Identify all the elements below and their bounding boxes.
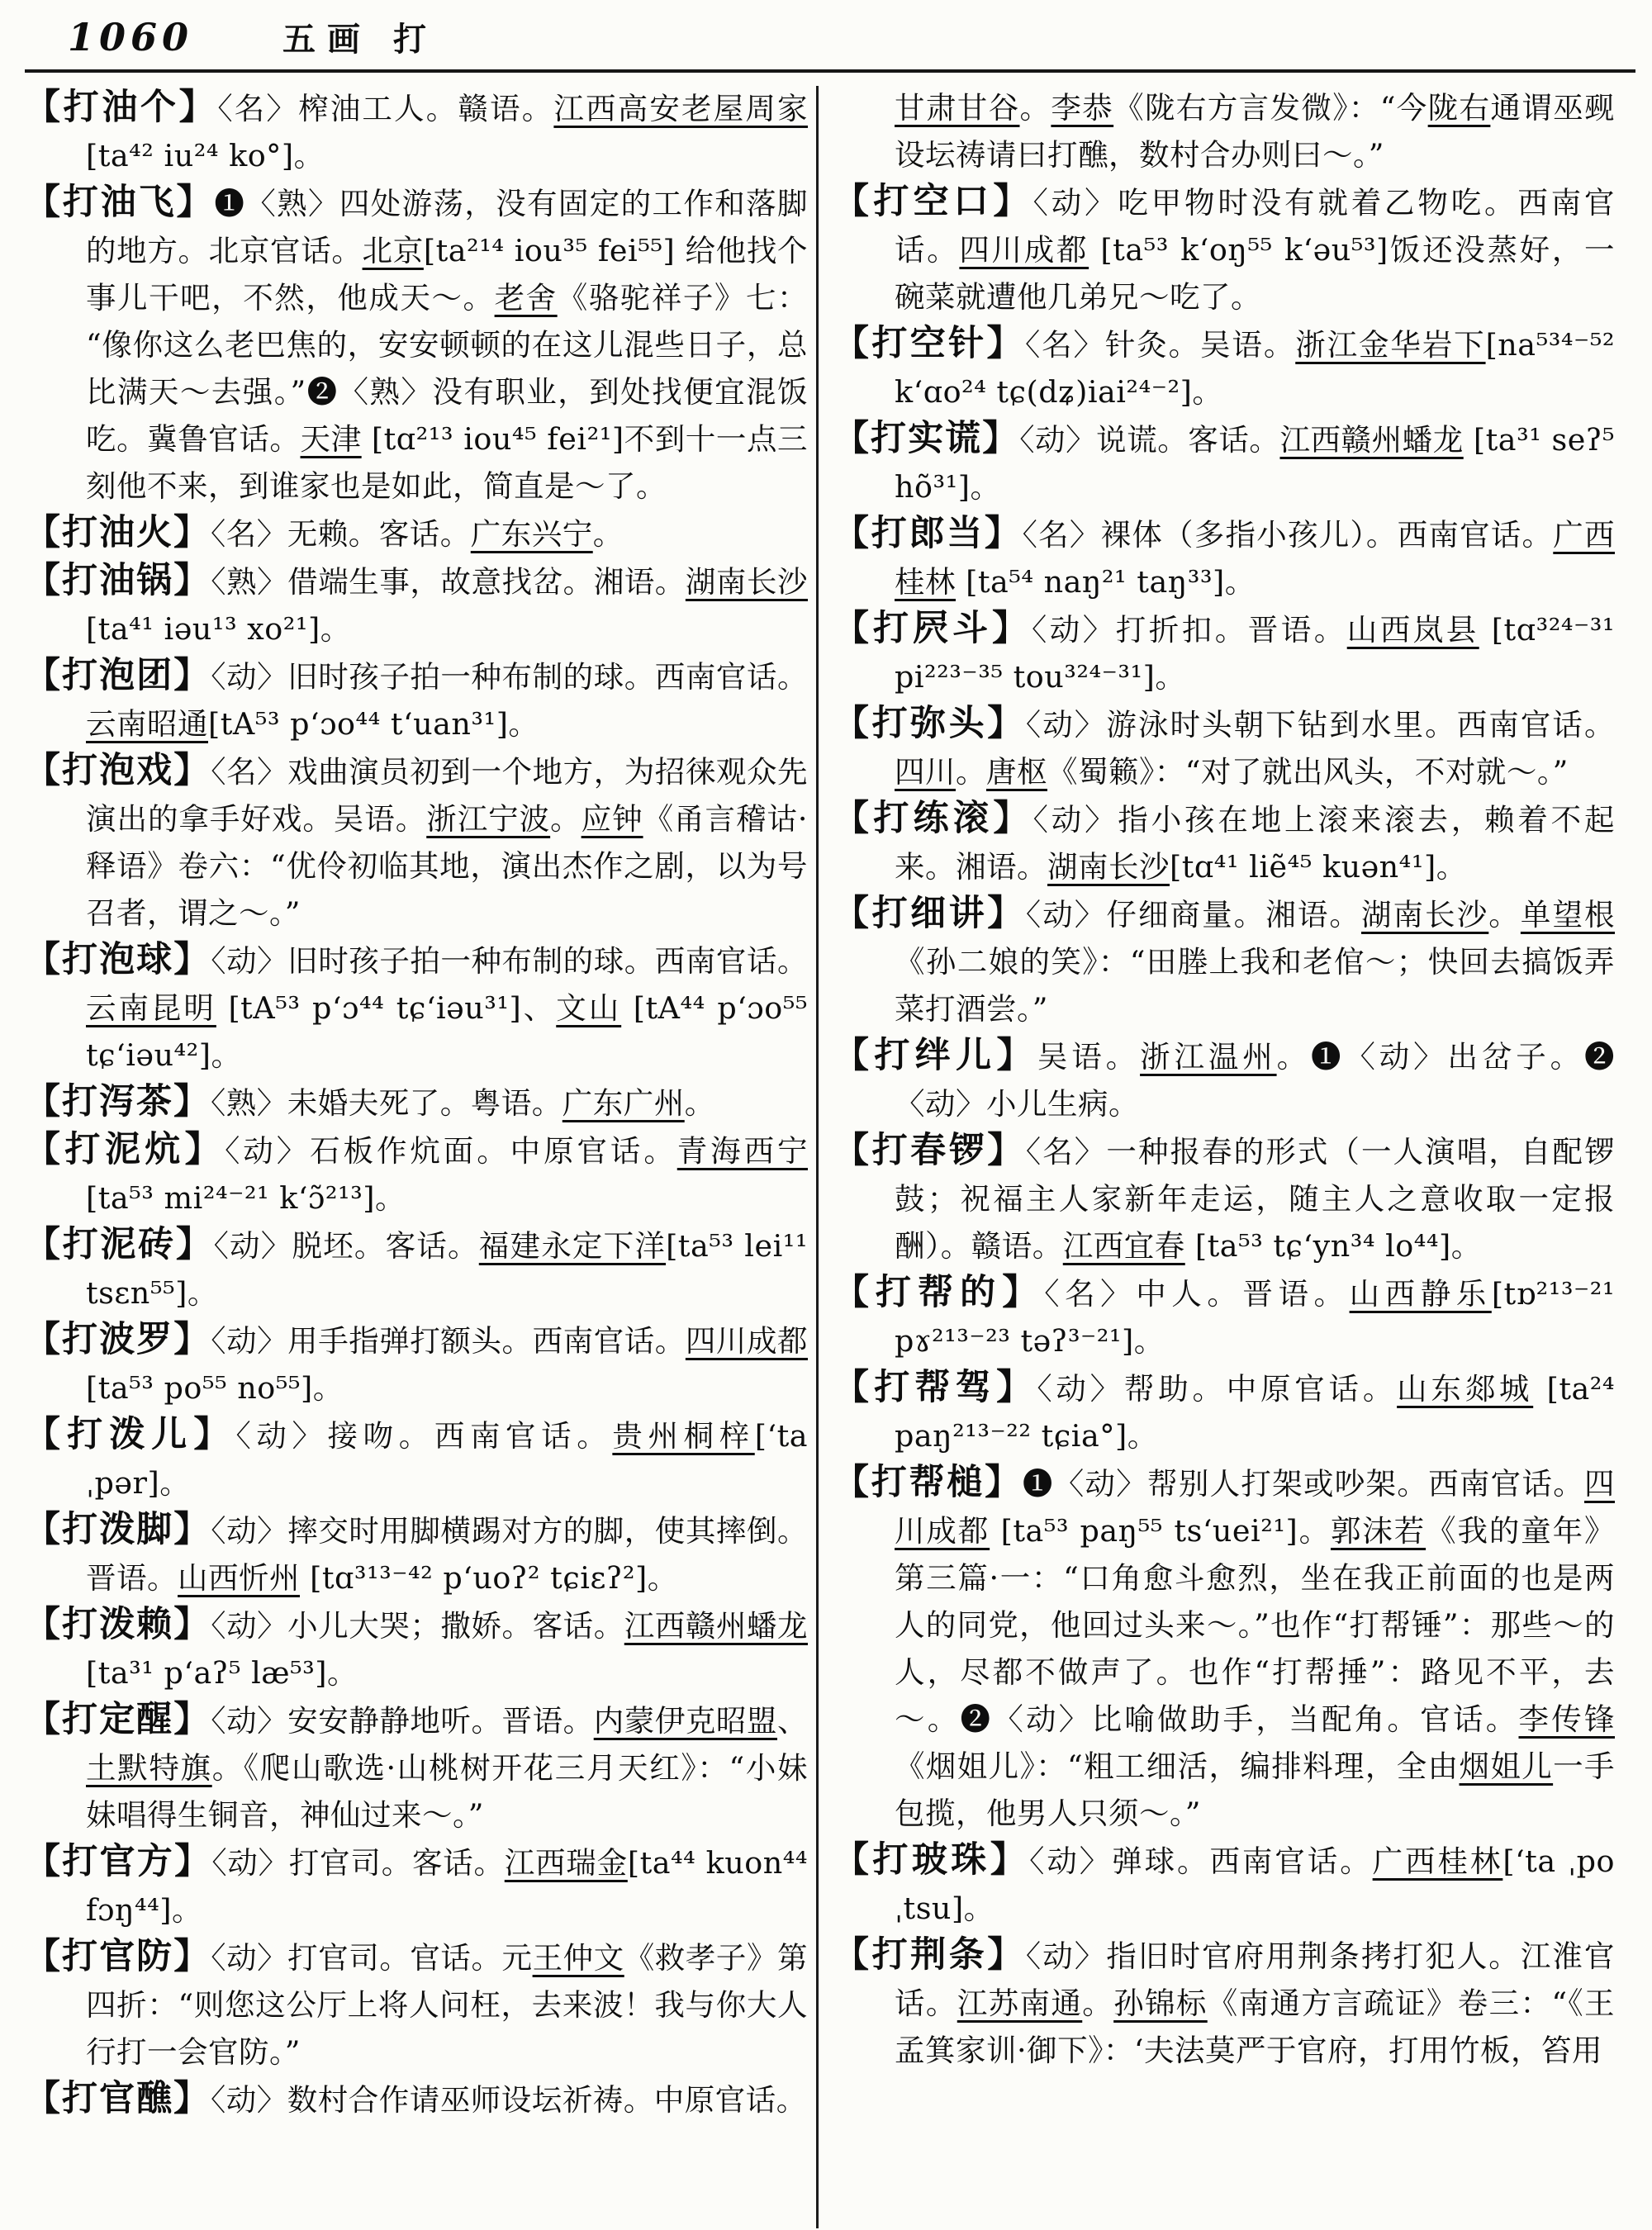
proper-noun-underline: 江西赣州蟠龙 [624,1608,809,1644]
entry-body: 〈动〉吃甲物时没有就着乙物吃。西南官话。四川成都 [ta⁵³ k‘oŋ⁵⁵ k‘əu⁵³]饭还没蒸好，一碗菜就遭他几弟兄～吃了。 [895,185,1616,315]
entry-headword: 【打练滚】 [833,798,1033,839]
proper-noun-underline: 湖南长沙 [685,564,809,600]
entry-headword: 【打油锅】 [25,560,211,601]
entry-body: 〈动〉说谎。客话。江西赣州蟠龙 [ta³¹ seʔ⁵ hõ³¹]。 [895,422,1616,505]
entry-body: 〈动〉游泳时头朝下钻到水里。西南官话。四川。唐枢《蜀籁》：“对了就出风头，不对就～。” [895,707,1616,790]
proper-noun-underline: 土默特旗 [86,1750,212,1786]
proper-noun-underline: 浙江金华岩下 [1295,327,1486,363]
proper-noun-underline: 广西桂林 [1372,1843,1503,1879]
entry-body: 〈动〉指旧时官府用荆条拷打犯人。江淮官话。江苏南通。孙锦标《南通方言疏证》卷三：“《王孟箕家训·御下》：‘夫法莫严于官府，打用竹板，笞用 [895,1938,1616,2068]
dict-entry [833,605,1615,700]
dict-entry [833,415,1615,510]
proper-noun-underline: 甘肃甘谷 [895,90,1020,126]
entry-headword: 【打泡戏】 [25,750,211,791]
proper-noun-underline: 孙锦标 [1113,1986,1208,2021]
entry-headword: 【打帮槌】 [833,1462,1023,1503]
entry-body: 〈名〉中人。晋语。山西静乐[tɒ²¹³⁻²¹ pɤ²¹³⁻²³ təʔ³⁻²¹]。 [895,1276,1616,1359]
page-header [25,13,1635,64]
entry-body: 〈动〉打折扣。晋语。山西岚县 [tɑ³²⁴⁻³¹ pi²²³⁻³⁵ tou³²⁴⁻³¹]。 [895,612,1616,695]
dict-entry [833,700,1615,795]
content-columns [25,84,1635,2228]
dict-entry [833,1932,1615,2074]
dict-entry [25,1412,808,1506]
entry-body: 〈动〉用手指弹打额头。西南官话。四川成都[ta⁵³ po⁵⁵ no⁵⁵]。 [86,1323,809,1406]
entry-body: 〈动〉帮助。中原官话。山东郯城 [ta²⁴ paŋ²¹³⁻²² tɕia°]。 [895,1371,1616,1454]
entry-body: 〈名〉榨油工人。赣语。江西高安老屋周家[ta⁴² iu²⁴ ko°]。 [86,91,809,173]
entry-headword: 【打细讲】 [833,893,1026,934]
proper-noun-underline: 云南昆明 [86,990,216,1026]
left-column [25,84,808,2228]
proper-noun-underline: 四川成都 [895,1466,1616,1549]
dict-entry [25,747,808,937]
proper-noun-underline: 郭沫若 [1330,1513,1427,1549]
dict-entry [25,1839,808,1933]
section-label: 五画 [282,20,373,59]
page-number: 1060 [68,15,194,59]
entry-headword: 【打油飞】 [25,182,215,223]
dict-entry [25,1079,808,1127]
proper-noun-underline: 山西岚县 [1346,612,1479,648]
entry-headword: 【打帮驾】 [833,1367,1037,1408]
proper-noun-underline: 山西静乐 [1349,1276,1492,1312]
entry-headword: 【打官醮】 [25,2078,211,2119]
entry-body: 〈名〉戏曲演员初到一个地方，为招徕观众先演出的拿手好戏。吴语。浙江宁波。应钟《甬言稽诂·释语》卷六：“优伶初临其地，演出杰作之剧，以为号召者，谓之～。” [86,754,809,931]
entry-headword: 【打泼脚】 [25,1509,211,1550]
entry-headword: 【打泻茶】 [25,1081,211,1122]
dict-entry [833,1269,1615,1364]
entry-body: 〈动〉旧时孩子拍一种布制的球。西南官话。云南昆明 [tA⁵³ p‘ɔ⁴⁴ tɕ‘iəu³¹]、文山 [tA⁴⁴ p‘ɔo⁵⁵ tɕ‘iəu⁴²]。 [86,943,809,1073]
entry-body: 〈动〉石板作炕面。中原官话。青海西宁 [ta⁵³ mi²⁴⁻²¹ k‘ɔ̃²¹³]。 [86,1133,809,1216]
entry-headword: 【打泼赖】 [25,1604,211,1645]
entry-body: 〈熟〉借端生事，故意找岔。湘语。湖南长沙[ta⁴¹ iəu¹³ xo²¹]。 [86,564,809,647]
entry-body: 〈名〉针灸。吴语。浙江金华岩下[na⁵³⁴⁻⁵² k‘ɑo²⁴ tɕ(dʑ)iai²⁴⁻²]。 [895,327,1615,410]
entry-headword: 【打玻珠】 [833,1839,1030,1881]
entry-headword: 【打泡球】 [25,939,211,980]
entry-headword: 【打官方】 [25,1841,212,1882]
entry-body: 〈动〉脱坯。客话。福建永定下洋[ta⁵³ lei¹¹ tsɛn⁵⁵]。 [86,1228,809,1311]
entry-body: 〈动〉指小孩在地上滚来滚去，赖着不起来。湘语。湖南长沙[tɑ⁴¹ liẽ⁴⁵ kuən⁴¹]。 [895,802,1616,885]
entry-body: 〈动〉打官司。官话。元王仲文《救孝子》第四折：“则您这公厅上将人问枉，去来波！我与你大人行打一会官防。” [86,1940,809,2070]
dict-entry [25,84,808,179]
entry-body: 〈动〉旧时孩子拍一种布制的球。西南官话。云南昭通[tA⁵³ p‘ɔo⁴⁴ t‘uan³¹]。 [86,659,809,742]
entry-headword: 【打春锣】 [833,1130,1026,1171]
proper-noun-underline: 唐枢 [986,754,1047,790]
proper-noun-underline: 单望根 [1520,897,1616,932]
entry-body: 甘肃甘谷。李恭《陇右方言发微》：“今陇右通谓巫觋设坛祷请曰打醮，数村合办则曰～。” [895,90,1616,173]
entry-headword: 【打空针】 [833,323,1025,364]
entry-body: 〈动〉接吻。西南官话。贵州桐梓[ʻta ˌpər]。 [86,1418,809,1501]
dict-entry [25,1933,808,2076]
entry-headword: 【打郎当】 [833,513,1023,554]
proper-noun-underline: 贵州桐梓 [612,1418,755,1454]
proper-noun-underline: 湖南长沙 [1047,849,1170,885]
proper-noun-underline: 广东兴宁 [470,516,593,552]
proper-noun-underline: 北京 [362,233,424,268]
entry-body: ❶〈动〉帮别人打架或吵架。西南官话。四川成都 [ta⁵³ paŋ⁵⁵ ts‘uei²¹]。郭沫若《我的童年》第三篇·一：“口角愈斗愈烈，坐在我正前面的也是两人的同党，他回过头来～。”也作“打帮锤”：那些～的人，尽都不做声了。也作“打帮捶”：路见不平，去～。❷〈动〉比喻做助手，当配角。官话。李传锋《烟姐儿》：“粗工细活，编排料理，全由烟姐儿一手包揽，他男人只须～。” [895,1466,1616,1831]
dict-entry [25,1127,808,1222]
entry-headword: 【打绊儿】 [833,1035,1037,1076]
proper-noun-underline: 应钟 [581,801,643,837]
entry-headword: 【打定醒】 [25,1699,211,1740]
proper-noun-underline: 江西瑞金 [504,1845,628,1881]
proper-noun-underline: 广东广州 [562,1085,685,1121]
entry-headword: 【打帮的】 [833,1272,1045,1313]
entry-body: 〈动〉打官司。客话。江西瑞金[ta⁴⁴ kuon⁴⁴ fɔŋ⁴⁴]。 [86,1845,809,1928]
proper-noun-underline: 四川成都 [685,1323,809,1359]
entry-body: 〈名〉无赖。客话。广东兴宁。 [211,516,624,552]
radical-char: 打 [393,20,427,59]
proper-noun-underline: 四川 [895,754,956,790]
header-rule [25,69,1635,73]
proper-noun-underline: 四川成都 [959,232,1089,268]
dict-entry [25,1601,808,1696]
proper-noun-underline: 江苏南通 [957,1986,1083,2021]
entry-body: 〈名〉裸体（多指小孩儿）。西南官话。广西桂林 [ta⁵⁴ naŋ²¹ taŋ³³]。 [895,517,1616,600]
entry-body: 〈动〉小儿大哭；撒娇。客话。江西赣州蟠龙[ta³¹ p‘aʔ⁵ læ⁵³]。 [86,1608,809,1691]
entry-body: 〈动〉弹球。西南官话。广西桂林[ʻta ˌpo ˌtsu]。 [895,1843,1616,1926]
proper-noun-underline: 烟姐儿 [1459,1748,1554,1784]
proper-noun-underline: 广西桂林 [895,517,1616,600]
proper-noun-underline: 文山 [556,990,622,1026]
dict-entry [833,890,1615,1032]
entry-headword: 【打泡团】 [25,655,211,696]
entry-headword: 【打官防】 [25,1936,211,1977]
dict-entry [833,510,1615,605]
dict-entry [833,1837,1615,1932]
dict-entry [833,320,1615,415]
entry-body: 〈动〉仔细商量。湘语。湖南长沙。单望根《孙二娘的笑》：“田塍上我和老倌～；快回去搞饭弄菜打酒尝。” [895,897,1616,1027]
dict-entry [25,2076,808,2123]
entry-headword: 【打实谎】 [833,418,1020,459]
proper-noun-underline: 陇右 [1427,90,1491,126]
entry-headword: 【打油个】 [25,87,218,128]
dict-entry [25,1317,808,1412]
proper-noun-underline: 李恭 [1051,90,1114,126]
dict-entry [25,937,808,1079]
dict-entry [25,558,808,652]
dict-entry [25,1696,808,1839]
entry-headword: 【打油火】 [25,512,211,553]
entry-body: 〈熟〉未婚夫死了。粤语。广东广州。 [211,1085,715,1121]
proper-noun-underline: 山西忻州 [178,1560,300,1596]
entry-headword: 【打波罗】 [25,1319,211,1360]
entry-headword: 【打弥头】 [833,703,1026,744]
dict-entry [833,1364,1615,1459]
dict-entry [833,1032,1615,1127]
entry-headword: 【打泥炕】 [25,1129,225,1170]
proper-noun-underline: 山东郯城 [1397,1371,1534,1407]
entry-body: 〈名〉一种报春的形式（一人演唱，自配锣鼓；祝福主人家新年走运，随主人之意收取一定报酬）。赣语。江西宜春 [ta⁵³ tɕ‘yn³⁴ lo⁴⁴]。 [895,1134,1616,1264]
dict-entry [25,179,808,510]
proper-noun-underline: 江西高安老屋周家 [553,91,809,126]
proper-noun-underline: 江西赣州蟠龙 [1279,422,1464,458]
proper-noun-underline: 云南昭通 [86,706,208,742]
proper-noun-underline: 内蒙伊克昭盟 [593,1703,778,1739]
proper-noun-underline: 王仲文 [532,1940,624,1976]
dict-entry [833,178,1615,320]
proper-noun-underline: 青海西宁 [676,1133,809,1169]
entry-body: 〈动〉数村合作请巫师设坛祈祷。中原官话。 [211,2082,807,2118]
entry-body: 〈动〉安安静静地听。晋语。内蒙伊克昭盟、土默特旗。《爬山歌选·山桃树开花三月天红》：“小妹妹唱得生铜音，神仙过来～。” [86,1703,809,1833]
entry-headword: 【打泼儿】 [25,1414,236,1455]
entry-headword: 【打泥砖】 [25,1224,214,1265]
proper-noun-underline: 天津 [300,421,362,457]
dict-entry [25,1222,808,1317]
proper-noun-underline: 李传锋 [1518,1701,1616,1737]
entry-body: ❶〈熟〉四处游荡，没有固定的工作和落脚的地方。北京官话。北京[ta²¹⁴ iou³⁵ fei⁵⁵] 给他找个事儿干吧，不然，他成天～。老舍《骆驼祥子》七：“像你这么老巴焦的，安安顿顿的在这儿混些日子，总比满天～去强。”❷〈熟〉没有职业，到处找便宜混饭吃。冀鲁官话。天津 [tɑ²¹³ iou⁴⁵ fei²¹]不到十一点三刻他不来，到谁家也是如此，简直是～了。 [86,186,809,504]
proper-noun-underline: 浙江温州 [1140,1039,1277,1075]
entry-body: 〈动〉摔交时用脚横踢对方的脚，使其摔倒。晋语。山西忻州 [tɑ³¹³⁻⁴² p‘uoʔ² tɕiɛʔ²]。 [86,1513,809,1596]
dict-entry [25,652,808,747]
entry-headword: 【打空口】 [833,181,1033,222]
proper-noun-underline: 浙江宁波 [426,801,551,837]
dict-entry [833,795,1615,890]
dict-entry [833,1459,1615,1837]
dict-entry [25,1506,808,1601]
dict-entry [25,510,808,558]
proper-noun-underline: 湖南长沙 [1360,897,1489,932]
right-column [819,84,1615,2228]
entry-body: 吴语。浙江温州。❶〈动〉出岔子。❷〈动〉小儿生病。 [895,1039,1616,1122]
entry-headword: 【打荆条】 [833,1934,1026,1976]
entry-continuation [833,84,1615,178]
entry-headword: 【打屄斗】 [833,608,1032,649]
dict-entry [833,1127,1615,1269]
proper-noun-underline: 江西宜春 [1062,1228,1185,1264]
proper-noun-underline: 老舍 [494,280,558,316]
proper-noun-underline: 福建永定下洋 [478,1228,667,1264]
